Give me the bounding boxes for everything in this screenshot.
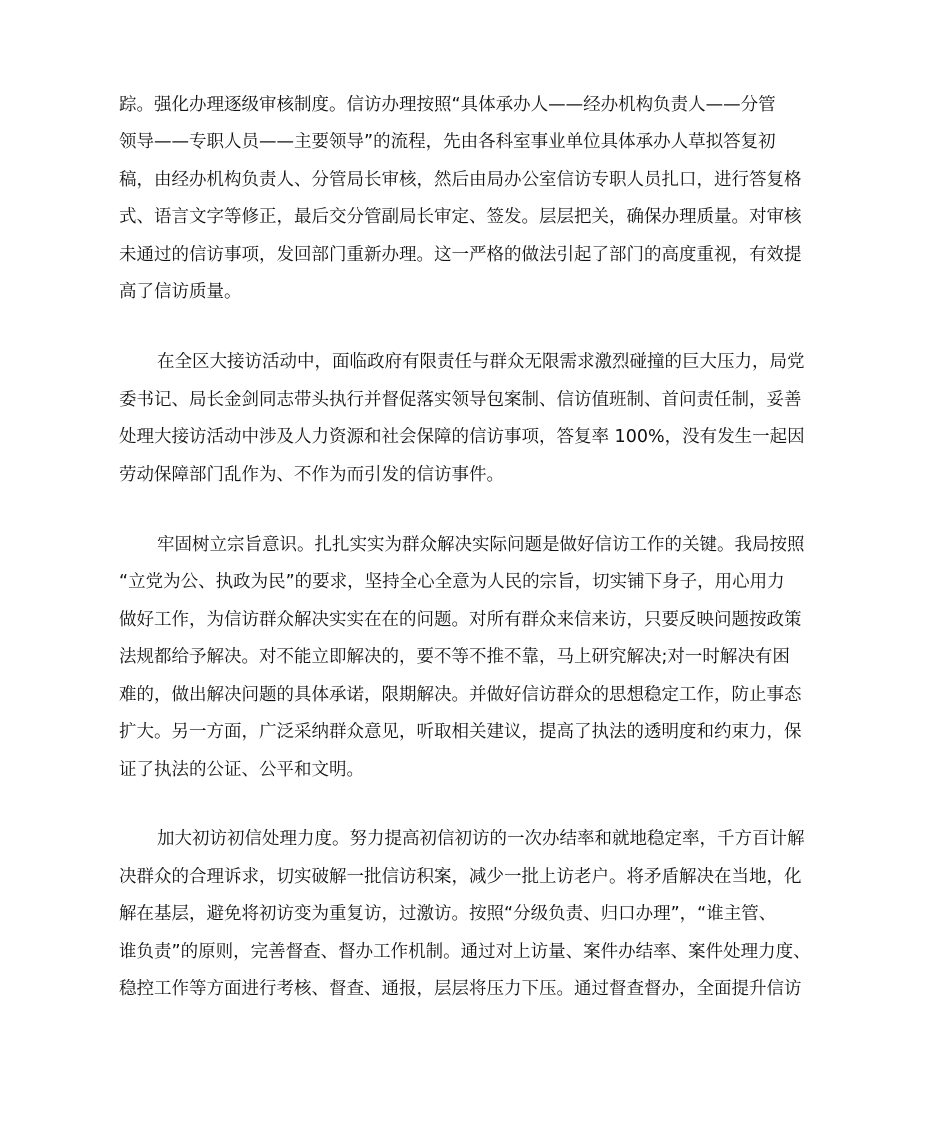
paragraph-line: 稿，由经办机构负责人、分管局长审核，然后由局办公室信访专职人员扎口，进行答复格 <box>119 170 802 190</box>
paragraph-line: 委书记、局长金剑同志带头执行并督促落实领导包案制、信访值班制、首问责任制，妥善 <box>119 390 802 410</box>
paragraph-line: 在全区大接访活动中，面临政府有限责任与群众无限需求激烈碰撞的巨大压力，局党 <box>157 352 805 372</box>
paragraph-line: 式、语言文字等修正，最后交分管副局长审定、签发。层层把关，确保办理质量。对审核 <box>119 207 802 227</box>
paragraph-line: 劳动保障部门乱作为、不作为而引发的信访事件。 <box>119 465 504 485</box>
paragraph-line: 扩大。另一方面，广泛采纳群众意见，听取相关建议，提高了执法的透明度和约束力，保 <box>119 722 802 742</box>
paragraph-line: 谁负责”的原则，完善督查、督办工作机制。通过对上访量、案件办结率、案件处理力度、 <box>119 942 811 962</box>
paragraph-line: 稳控工作等方面进行考核、督查、通报，层层将压力下压。通过督查督办，全面提升信访 <box>119 979 802 999</box>
paragraph-line: 证了执法的公证、公平和文明。 <box>119 760 364 780</box>
paragraph-line: 处理大接访活动中涉及人力资源和社会保障的信访事项，答复率 100%，没有发生一起因 <box>119 427 805 447</box>
paragraph-line: 踪。强化办理逐级审核制度。信访办理按照“具体承办人——经办机构负责人——分管 <box>119 95 776 115</box>
paragraph-line: 高了信访质量。 <box>119 282 242 302</box>
paragraph-line: 难的，做出解决问题的具体承诺，限期解决。并做好信访群众的思想稳定工作，防止事态 <box>119 685 802 705</box>
paragraph-line: 做好工作，为信访群众解决实实在在的问题。对所有群众来信来访，只要反映问题按政策 <box>119 610 802 630</box>
paragraph-line: 未通过的信访事项，发回部门重新办理。这一严格的做法引起了部门的高度重视，有效提 <box>119 245 802 265</box>
paragraph-line: 领导——专职人员——主要领导”的流程，先由各科室事业单位具体承办人草拟答复初 <box>119 132 776 152</box>
paragraph-line: 解在基层，避免将初访变为重复访，过激访。按照“分级负责、归口办理”，“谁主管、 <box>119 904 777 924</box>
paragraph-line: 牢固树立宗旨意识。扎扎实实为群众解决实际问题是做好信访工作的关键。我局按照 <box>157 535 805 555</box>
paragraph-line: “立党为公、执政为民”的要求，坚持全心全意为人民的宗旨，切实铺下身子，用心用力 <box>119 572 785 592</box>
paragraph-line: 法规都给予解决。对不能立即解决的，要不等不推不靠，马上研究解决;对一时解决有困 <box>119 647 790 667</box>
paragraph-line: 加大初访初信处理力度。努力提高初信初访的一次办结率和就地稳定率，千方百计解 <box>157 829 805 849</box>
paragraph-line: 决群众的合理诉求，切实破解一批信访积案，减少一批上访老户。将矛盾解决在当地，化 <box>119 867 802 887</box>
